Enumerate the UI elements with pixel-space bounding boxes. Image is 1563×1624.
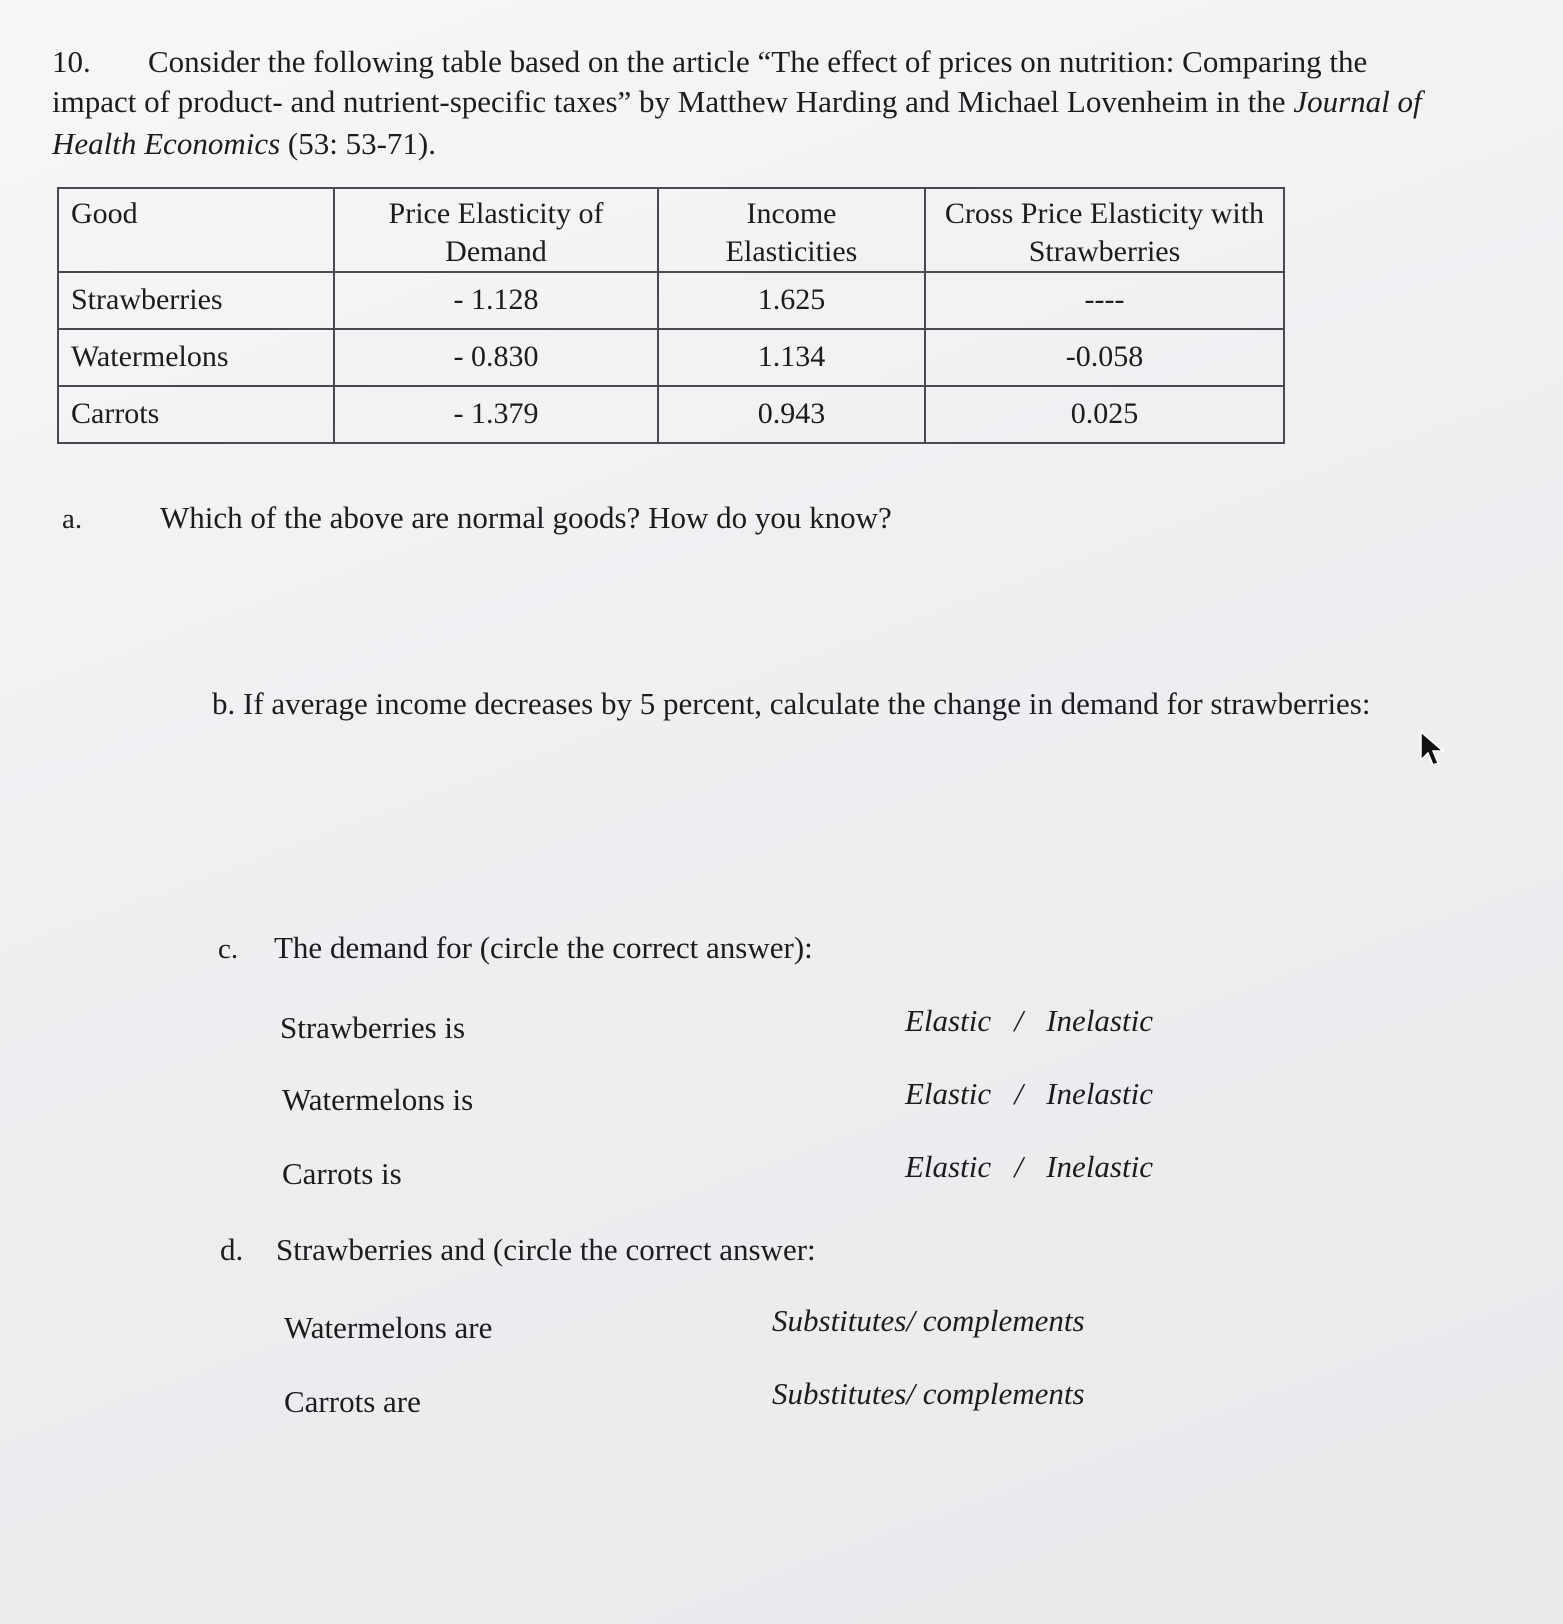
elastic-inelastic-choice: Elastic / Inelastic: [905, 1149, 1153, 1184]
cell-cross-elasticity: ----: [925, 272, 1284, 329]
substitutes-complements-choice: Substitutes/ complements: [772, 1303, 1085, 1338]
cell-price-elasticity: - 1.379: [334, 386, 658, 443]
part-d-item-label: Watermelons are: [284, 1310, 493, 1345]
header-cross-price-elasticity: Cross Price Elasticity with Strawberries: [925, 188, 1284, 272]
part-a-question: Which of the above are normal goods? How do you know?: [160, 500, 892, 535]
elastic-inelastic-choice: Elastic / Inelastic: [905, 1003, 1153, 1038]
cell-good: Strawberries: [58, 272, 334, 329]
part-d-label: d.: [220, 1232, 244, 1267]
cell-good: Carrots: [58, 386, 334, 443]
cell-income-elasticity: 0.943: [658, 386, 925, 443]
cell-income-elasticity: 1.625: [658, 272, 925, 329]
journal-title-part-2: Health Economics: [52, 126, 281, 161]
citation: (53: 53-71).: [280, 126, 436, 161]
question-intro-line-1: Consider the following table based on the article “The effect of prices on nutrition: Comparing the: [148, 44, 1368, 79]
journal-title-part-1: Journal of: [1293, 84, 1422, 119]
cell-good: Watermelons: [58, 329, 334, 386]
elasticity-table: [57, 187, 1285, 444]
part-c-item-label: Carrots is: [282, 1156, 402, 1191]
substitutes-complements-choice: Substitutes/ complements: [772, 1376, 1085, 1411]
header-good: Good: [58, 188, 334, 272]
table-row: [58, 329, 1284, 386]
part-a-label: a.: [62, 503, 83, 535]
header-income-elasticity: Income Elasticities: [658, 188, 925, 272]
header-price-elasticity: Price Elasticity of Demand: [334, 188, 658, 272]
part-c-label: c.: [218, 933, 239, 965]
part-c-item-label: Strawberries is: [280, 1010, 466, 1045]
cell-price-elasticity: - 1.128: [334, 272, 658, 329]
cell-price-elasticity: - 0.830: [334, 329, 658, 386]
elastic-inelastic-choice: Elastic / Inelastic: [905, 1076, 1153, 1111]
intro-text: impact of product- and nutrient-specific taxes” by Matthew Harding and Michael Lovenheim in the: [52, 84, 1294, 119]
mouse-cursor-icon: [1418, 730, 1448, 772]
cell-cross-elasticity: -0.058: [925, 329, 1284, 386]
question-intro-line-2: [52, 84, 1422, 120]
part-d-item-label: Carrots are: [284, 1384, 421, 1419]
part-c-item-label: Watermelons is: [282, 1082, 474, 1117]
part-b-question: b. If average income decreases by 5 percent, calculate the change in demand for strawberries:: [212, 686, 1371, 721]
part-c-question: c. The demand for (circle the correct answer):: [218, 930, 813, 965]
table-row: [58, 386, 1284, 443]
cell-income-elasticity: 1.134: [658, 329, 925, 386]
table-row: [58, 272, 1284, 329]
part-d-question: d. Strawberries and (circle the correct answer:: [220, 1232, 816, 1267]
question-intro-line-3: [52, 126, 436, 162]
table-header-row: [58, 188, 1284, 272]
cell-cross-elasticity: 0.025: [925, 386, 1284, 443]
question-number: 10.: [52, 44, 91, 79]
